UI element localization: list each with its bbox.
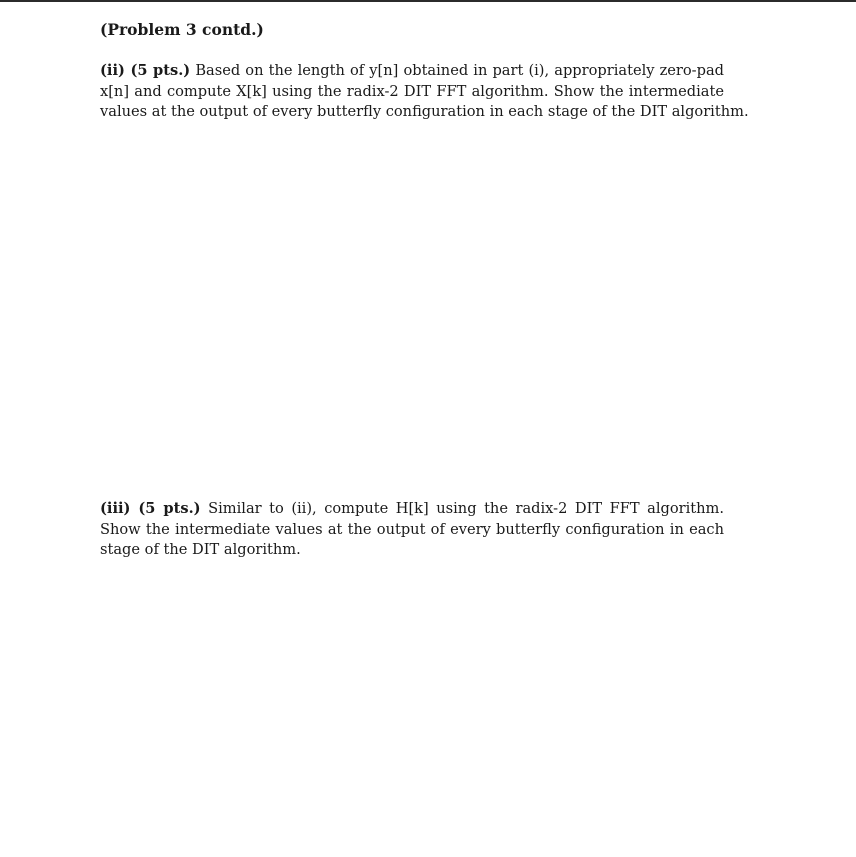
part-ii-text-1: Based on the length of y[n] obtained in part (i), appropriately zero-pad [195,62,724,79]
part-iii-label: (iii) (5 pts.) [100,500,201,517]
part-iii-line-3: stage of the DIT algorithm. [100,541,301,558]
problem-heading: (Problem 3 contd.) [100,20,264,39]
part-ii-label: (ii) (5 pts.) [100,62,191,79]
part-iii-paragraph [100,499,724,561]
part-iii-line-1 [100,499,724,520]
part-ii-line-3: values at the output of every butterfly configuration in each stage of the DIT algorithm. [100,103,749,120]
part-ii-line-1 [100,61,724,82]
part-ii-paragraph [100,61,749,123]
part-iii-line-2: Show the intermediate values at the output of every butterfly configuration in each [100,520,724,538]
part-ii-line-2: x[n] and compute X[k] using the radix-2 DIT FFT algorithm. Show the intermediate [100,82,724,100]
top-rule [0,0,856,2]
part-iii-text-1: Similar to (ii), compute H[k] using the radix-2 DIT FFT algorithm. [208,500,724,517]
